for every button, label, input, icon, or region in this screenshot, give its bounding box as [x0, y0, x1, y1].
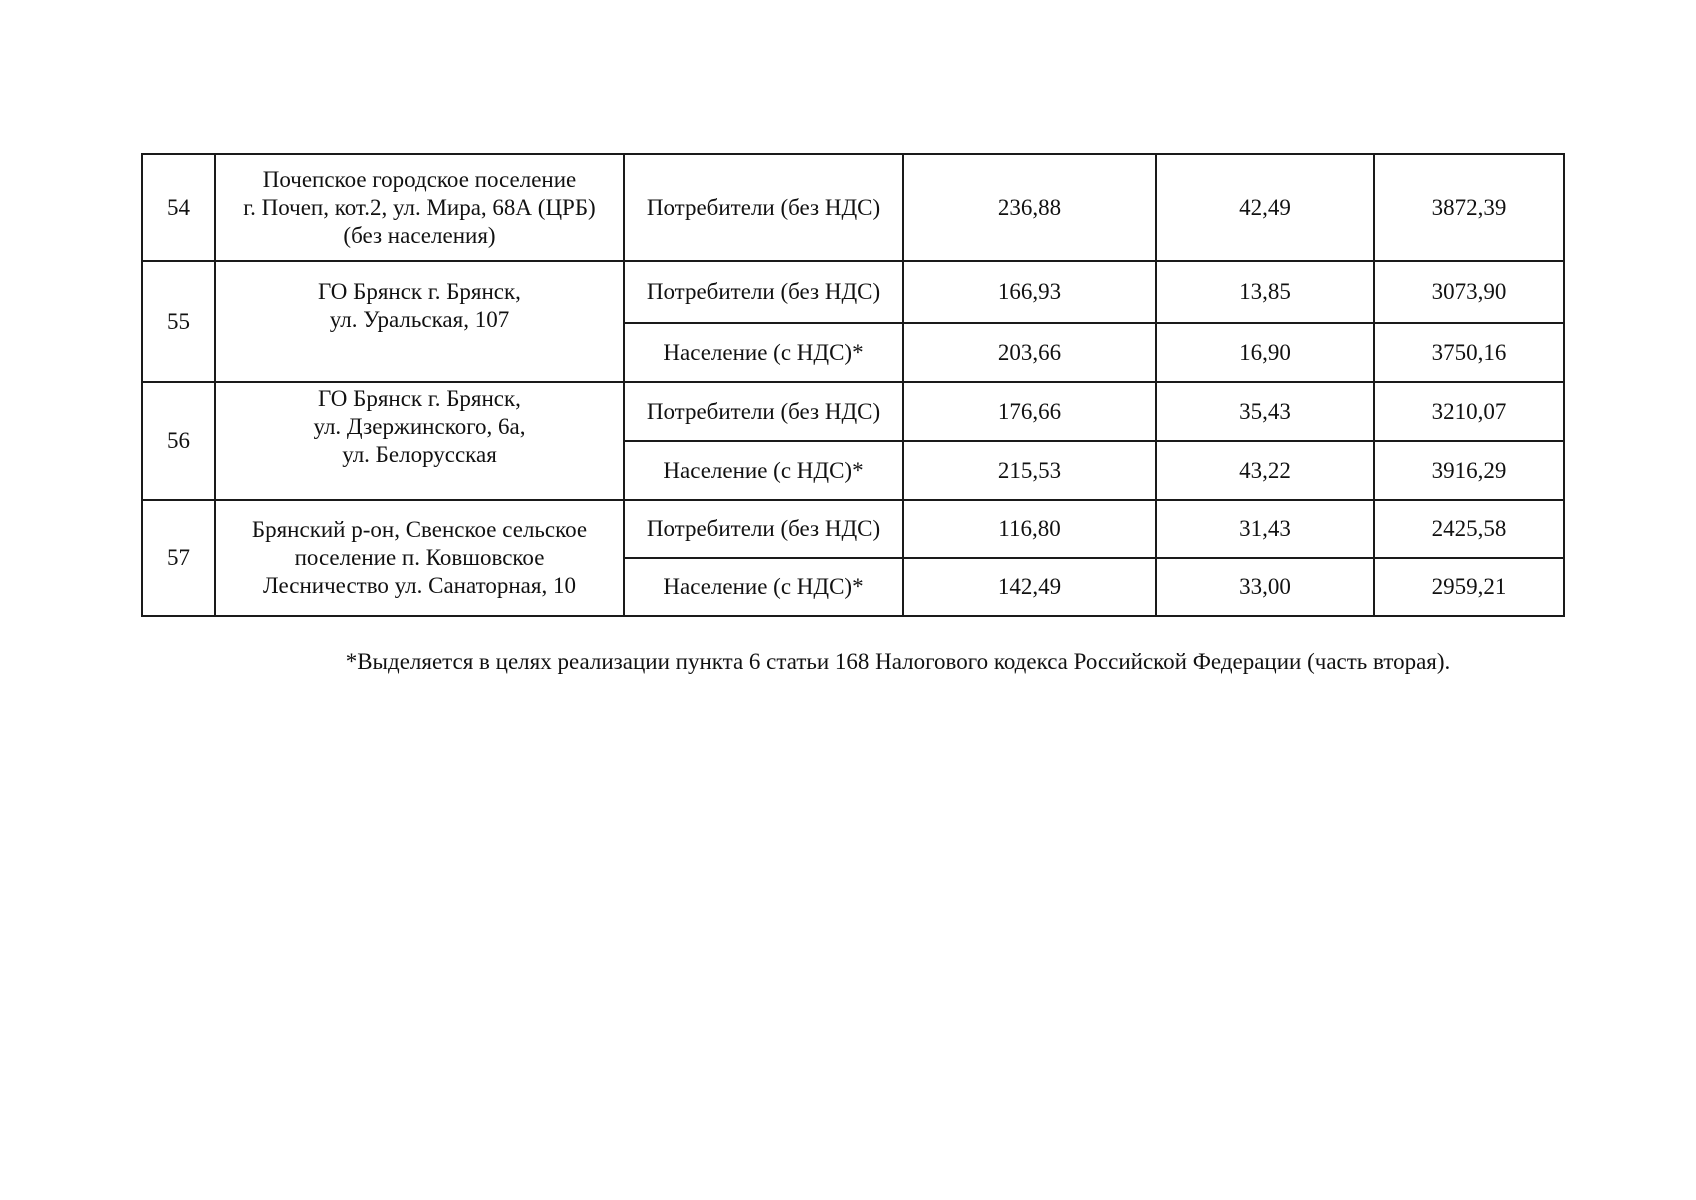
address-line: ул. Белорусская: [342, 442, 497, 467]
value-cell: 31,43: [1156, 500, 1374, 558]
table-row: [142, 382, 1564, 441]
address-line: Почепское городское поселение: [262, 166, 577, 192]
value-cell: 33,00: [1156, 558, 1374, 616]
address-line: ул. Уральская, 107: [329, 307, 510, 332]
address-line: ГО Брянск г. Брянск,: [318, 279, 521, 304]
tariff-table: [141, 153, 1565, 617]
value-cell: 116,80: [903, 500, 1156, 558]
value-cell: 166,93: [903, 261, 1156, 323]
row-number-cell: 54: [142, 154, 215, 261]
value-cell: 3210,07: [1374, 382, 1564, 441]
value-cell: 236,88: [903, 154, 1156, 261]
address-cell: [215, 154, 624, 261]
consumer-cell: Потребители (без НДС): [624, 500, 903, 558]
row-number-cell: 55: [142, 261, 215, 382]
consumer-cell: Потребители (без НДС): [624, 154, 903, 261]
value-cell: 3872,39: [1374, 154, 1564, 261]
value-cell: 2959,21: [1374, 558, 1564, 616]
consumer-cell: Население (с НДС)*: [624, 558, 903, 616]
address-line: г. Почеп, кот.2, ул. Мира, 68А (ЦРБ): [243, 194, 596, 220]
value-cell: 3916,29: [1374, 441, 1564, 500]
row-number-cell: 56: [142, 382, 215, 500]
consumer-cell: Население (с НДС)*: [624, 441, 903, 500]
address-cell: [215, 261, 624, 382]
address-line: ул. Дзержинского, 6а,: [313, 414, 526, 439]
address-line: Лесничество ул. Санаторная, 10: [263, 573, 576, 598]
table-row: [142, 154, 1564, 261]
address-line: поселение п. Ковшовское: [294, 545, 545, 570]
value-cell: 16,90: [1156, 323, 1374, 382]
value-cell: 42,49: [1156, 154, 1374, 261]
value-cell: 13,85: [1156, 261, 1374, 323]
value-cell: 215,53: [903, 441, 1156, 500]
value-cell: 142,49: [903, 558, 1156, 616]
value-cell: 35,43: [1156, 382, 1374, 441]
address-line: Брянский р-он, Свенское сельское: [251, 517, 588, 542]
address-cell: [215, 500, 624, 616]
value-cell: 3073,90: [1374, 261, 1564, 323]
value-cell: 203,66: [903, 323, 1156, 382]
value-cell: 2425,58: [1374, 500, 1564, 558]
footnote: *Выделяется в целях реализации пункта 6 статьи 168 Налогового кодекса Российской Федерации (часть вторая).: [345, 649, 1451, 674]
address-line: (без населения): [343, 222, 496, 248]
table-row: [142, 500, 1564, 558]
consumer-cell: Потребители (без НДС): [624, 261, 903, 323]
consumer-cell: Население (с НДС)*: [624, 323, 903, 382]
table-row: [142, 261, 1564, 323]
address-line: ГО Брянск г. Брянск,: [318, 386, 521, 411]
value-cell: 3750,16: [1374, 323, 1564, 382]
consumer-cell: Потребители (без НДС): [624, 382, 903, 441]
value-cell: 43,22: [1156, 441, 1374, 500]
address-cell: [215, 382, 624, 500]
row-number-cell: 57: [142, 500, 215, 616]
value-cell: 176,66: [903, 382, 1156, 441]
